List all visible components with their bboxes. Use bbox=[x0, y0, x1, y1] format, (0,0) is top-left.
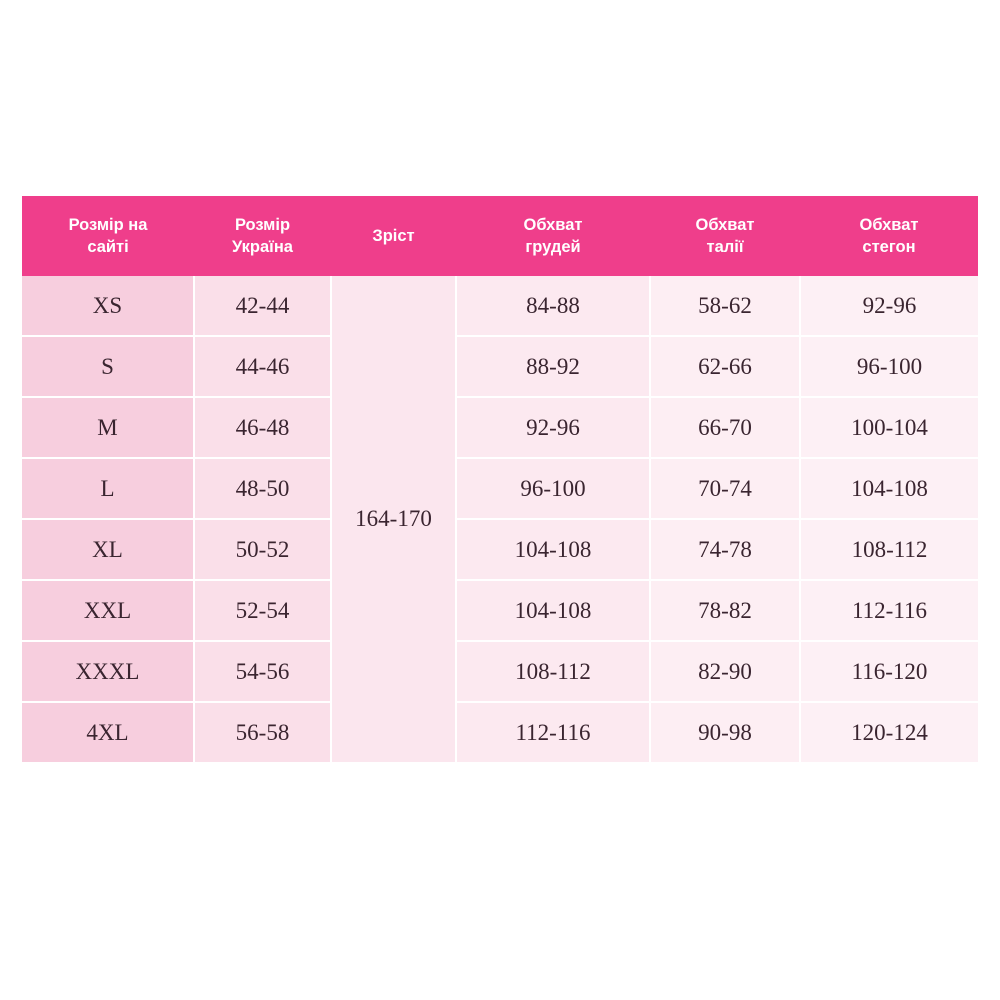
column-header-hips bbox=[800, 196, 978, 276]
cell-ua-size: 54-56 bbox=[194, 641, 331, 702]
cell-hips: 116-120 bbox=[800, 641, 978, 702]
cell-hips: 112-116 bbox=[800, 580, 978, 641]
table-row bbox=[22, 702, 978, 762]
cell-site-size: XXXL bbox=[22, 641, 194, 702]
cell-hips: 100-104 bbox=[800, 397, 978, 458]
cell-chest: 108-112 bbox=[456, 641, 650, 702]
cell-chest: 112-116 bbox=[456, 702, 650, 762]
column-header-hips-line1: Обхват bbox=[859, 215, 919, 234]
cell-ua-size: 46-48 bbox=[194, 397, 331, 458]
size-table bbox=[22, 196, 978, 762]
cell-ua-size: 56-58 bbox=[194, 702, 331, 762]
table-row bbox=[22, 336, 978, 397]
cell-chest: 104-108 bbox=[456, 519, 650, 580]
cell-hips: 104-108 bbox=[800, 458, 978, 519]
cell-waist: 66-70 bbox=[650, 397, 800, 458]
cell-waist: 58-62 bbox=[650, 276, 800, 336]
cell-height: 164-170 bbox=[331, 276, 456, 762]
table-header bbox=[22, 196, 978, 276]
table-row bbox=[22, 458, 978, 519]
column-header-ua-size-line1: Розмір bbox=[234, 215, 291, 234]
cell-chest: 88-92 bbox=[456, 336, 650, 397]
table-row bbox=[22, 519, 978, 580]
cell-chest: 96-100 bbox=[456, 458, 650, 519]
cell-site-size: 4XL bbox=[22, 702, 194, 762]
cell-chest: 84-88 bbox=[456, 276, 650, 336]
cell-hips: 96-100 bbox=[800, 336, 978, 397]
cell-site-size: S bbox=[22, 336, 194, 397]
cell-waist: 82-90 bbox=[650, 641, 800, 702]
cell-site-size: XS bbox=[22, 276, 194, 336]
table-row bbox=[22, 276, 978, 336]
cell-waist: 90-98 bbox=[650, 702, 800, 762]
cell-waist: 78-82 bbox=[650, 580, 800, 641]
column-header-ua-size-line2: Україна bbox=[232, 238, 293, 256]
column-header-chest bbox=[456, 196, 650, 276]
cell-ua-size: 52-54 bbox=[194, 580, 331, 641]
cell-waist: 74-78 bbox=[650, 519, 800, 580]
table-body bbox=[22, 276, 978, 762]
table-row bbox=[22, 397, 978, 458]
column-header-site-size bbox=[22, 196, 194, 276]
cell-chest: 92-96 bbox=[456, 397, 650, 458]
column-header-waist-line2: талії bbox=[706, 238, 744, 256]
cell-site-size: M bbox=[22, 397, 194, 458]
column-header-waist-line1: Обхват bbox=[695, 215, 755, 234]
column-header-waist bbox=[650, 196, 800, 276]
cell-ua-size: 50-52 bbox=[194, 519, 331, 580]
cell-ua-size: 42-44 bbox=[194, 276, 331, 336]
column-header-height-line1: Зріст bbox=[372, 226, 415, 245]
cell-hips: 120-124 bbox=[800, 702, 978, 762]
cell-waist: 70-74 bbox=[650, 458, 800, 519]
cell-hips: 92-96 bbox=[800, 276, 978, 336]
column-header-chest-line1: Обхват bbox=[523, 215, 583, 234]
cell-ua-size: 48-50 bbox=[194, 458, 331, 519]
size-table-container bbox=[22, 196, 978, 762]
cell-chest: 104-108 bbox=[456, 580, 650, 641]
column-header-site-size-line2: сайті bbox=[87, 238, 129, 256]
column-header-site-size-line1: Розмір на bbox=[68, 215, 148, 234]
table-header-row bbox=[22, 196, 978, 276]
cell-site-size: XL bbox=[22, 519, 194, 580]
cell-ua-size: 44-46 bbox=[194, 336, 331, 397]
cell-waist: 62-66 bbox=[650, 336, 800, 397]
table-row bbox=[22, 641, 978, 702]
column-header-hips-line2: стегон bbox=[862, 238, 916, 256]
cell-site-size: XXL bbox=[22, 580, 194, 641]
cell-site-size: L bbox=[22, 458, 194, 519]
column-header-height bbox=[331, 196, 456, 276]
cell-hips: 108-112 bbox=[800, 519, 978, 580]
column-header-ua-size bbox=[194, 196, 331, 276]
table-row bbox=[22, 580, 978, 641]
column-header-chest-line2: грудей bbox=[525, 238, 581, 256]
